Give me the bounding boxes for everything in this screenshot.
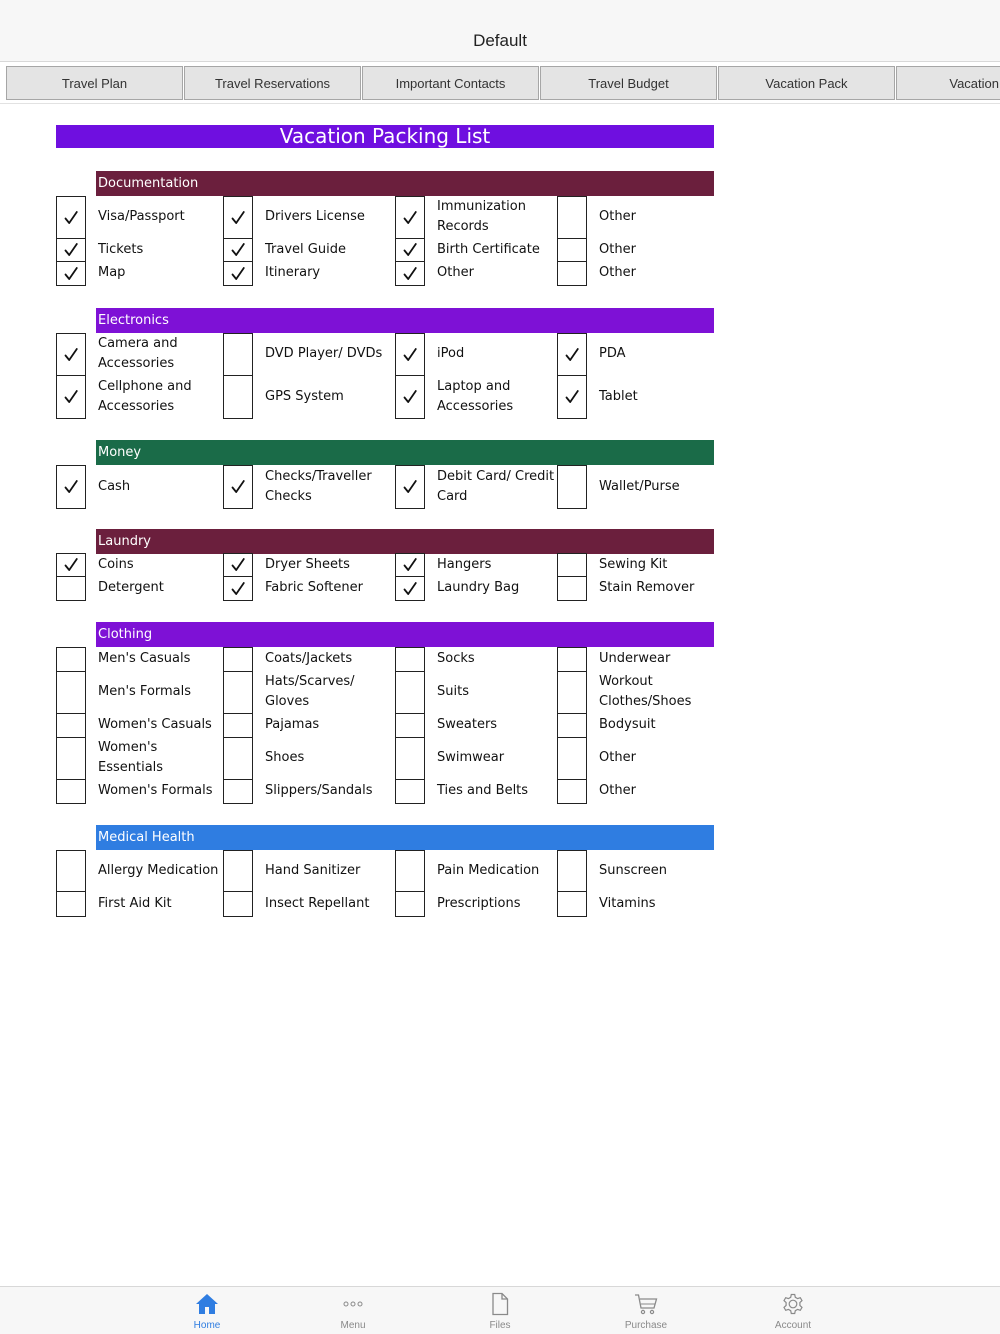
item-label-cellphone-and-accessories: Cellphone and Accessories [98, 378, 192, 414]
checkbox-bodysuit[interactable] [557, 713, 587, 738]
checkbox-sweaters[interactable] [395, 713, 425, 738]
checkbox-underwear[interactable] [557, 647, 587, 672]
checkbox-sunscreen[interactable] [557, 850, 587, 892]
checkbox-shoes[interactable] [223, 737, 253, 780]
item-label-women-s-essentials: Women's Essentials [98, 740, 164, 775]
item-label-travel-guide: Travel Guide [265, 241, 346, 257]
bottom-tab-label: Home [193, 1320, 221, 1331]
item-label-shoes: Shoes [265, 750, 305, 765]
checkbox-suits[interactable] [395, 671, 425, 714]
item-label-women-s-casuals: Women's Casuals [98, 717, 212, 732]
more-icon [341, 1292, 365, 1316]
item-label-coats-jackets: Coats/Jackets [265, 651, 353, 666]
item-label-sweaters: Sweaters [437, 717, 498, 732]
item-label-men-s-casuals: Men's Casuals [98, 651, 191, 666]
checkmark-icon [230, 210, 246, 226]
item-label-pajamas: Pajamas [265, 717, 320, 732]
item-label-insect-repellant: Insect Repellant [265, 895, 370, 911]
checkbox-map[interactable] [56, 261, 86, 286]
checkbox-slippers-sandals[interactable] [223, 779, 253, 804]
section-header-laundry: Laundry [96, 529, 714, 554]
checkbox-immunization-records[interactable] [395, 196, 425, 239]
home-icon [195, 1292, 219, 1316]
checkbox-women-s-formals[interactable] [56, 779, 86, 804]
item-label-debit-card-credit-card: Debit Card/ Credit Card [437, 468, 555, 504]
item-label-other: Other [599, 209, 636, 224]
item-label-sewing-kit: Sewing Kit [599, 556, 668, 572]
checkmark-icon [564, 389, 580, 405]
item-label-wallet-purse: Wallet/Purse [599, 478, 680, 494]
checkmark-icon [402, 266, 418, 282]
checkmark-icon [564, 347, 580, 363]
checkbox-gps-system[interactable] [223, 375, 253, 419]
checkmark-icon [63, 479, 79, 495]
checkmark-icon [63, 210, 79, 226]
item-label-workout-clothes-shoes: Workout Clothes/Shoes [599, 674, 692, 709]
checkbox-women-s-essentials[interactable] [56, 737, 86, 780]
item-label-bodysuit: Bodysuit [599, 717, 656, 732]
item-label-gps-system: GPS System [265, 388, 344, 404]
checkmark-icon [230, 479, 246, 495]
item-label-ipod: iPod [437, 346, 465, 361]
item-label-ties-and-belts: Ties and Belts [437, 783, 529, 798]
item-label-fabric-softener: Fabric Softener [265, 580, 363, 595]
checkbox-laundry-bag[interactable] [395, 576, 425, 601]
checkmark-icon [402, 347, 418, 363]
item-label-other: Other [599, 265, 636, 280]
item-label-tablet: Tablet [599, 388, 638, 404]
checkmark-icon [402, 210, 418, 226]
checkmark-icon [402, 479, 418, 495]
bottom-tab-purchase[interactable] [586, 1287, 706, 1334]
item-label-detergent: Detergent [98, 580, 164, 595]
tab-strip [0, 62, 1000, 104]
checkbox-hand-sanitizer[interactable] [223, 850, 253, 892]
checkbox-itinerary[interactable] [223, 261, 253, 286]
bottom-tab-label: Menu [340, 1320, 366, 1331]
checkbox-swimwear[interactable] [395, 737, 425, 780]
tab-important-contacts[interactable]: Important Contacts [362, 66, 539, 100]
item-label-swimwear: Swimwear [437, 750, 505, 765]
item-label-other: Other [599, 783, 636, 798]
document-title: Vacation Packing List [56, 125, 714, 148]
item-label-stain-remover: Stain Remover [599, 580, 695, 595]
checkbox-stain-remover[interactable] [557, 576, 587, 601]
checkbox-wallet-purse[interactable] [557, 465, 587, 509]
checkbox-sewing-kit[interactable] [557, 553, 587, 577]
checkbox-tickets[interactable] [56, 238, 86, 262]
checkbox-men-s-formals[interactable] [56, 671, 86, 714]
item-label-men-s-formals: Men's Formals [98, 684, 192, 699]
nav-bar [0, 0, 1000, 62]
checkmark-icon [63, 347, 79, 363]
checkbox-women-s-casuals[interactable] [56, 713, 86, 738]
checkbox-pain-medication[interactable] [395, 850, 425, 892]
item-label-immunization-records: Immunization Records [437, 199, 526, 234]
item-label-cash: Cash [98, 478, 131, 494]
section-header-medical-health: Medical Health [96, 825, 714, 850]
checkbox-visa-passport[interactable] [56, 196, 86, 239]
item-label-first-aid-kit: First Aid Kit [98, 895, 172, 911]
item-label-suits: Suits [437, 684, 469, 699]
checkmark-icon [230, 557, 246, 573]
page-title: Default [473, 31, 527, 50]
checkbox-cash[interactable] [56, 465, 86, 509]
item-label-hand-sanitizer: Hand Sanitizer [265, 862, 361, 878]
checkbox-cellphone-and-accessories[interactable] [56, 375, 86, 419]
checkmark-icon [230, 266, 246, 282]
packing-list-document [0, 104, 1000, 1286]
checkbox-birth-certificate[interactable] [395, 238, 425, 262]
tab-travel-budget[interactable]: Travel Budget [540, 66, 717, 100]
checkmark-icon [230, 581, 246, 597]
cart-icon [634, 1292, 658, 1316]
item-label-camera-and-accessories: Camera and Accessories [98, 336, 178, 371]
item-label-slippers-sandals: Slippers/Sandals [265, 783, 373, 798]
item-label-pain-medication: Pain Medication [437, 862, 540, 878]
tab-vacation-pack[interactable]: Vacation Pack [718, 66, 895, 100]
item-label-map: Map [98, 265, 126, 280]
item-label-vitamins: Vitamins [599, 895, 656, 911]
section-header-documentation: Documentation [96, 171, 714, 196]
checkbox-workout-clothes-shoes[interactable] [557, 671, 587, 714]
checkbox-hangers[interactable] [395, 553, 425, 577]
checkbox-pda[interactable] [557, 333, 587, 376]
item-label-pda: PDA [599, 346, 626, 361]
item-label-visa-passport: Visa/Passport [98, 209, 185, 224]
item-label-hats-scarves-gloves: Hats/Scarves/ Gloves [265, 674, 355, 709]
item-label-sunscreen: Sunscreen [599, 862, 667, 878]
checkbox-hats-scarves-gloves[interactable] [223, 671, 253, 714]
checkbox-laptop-and-accessories[interactable] [395, 375, 425, 419]
bottom-tab-menu[interactable] [293, 1287, 413, 1334]
item-label-laptop-and-accessories: Laptop and Accessories [437, 378, 514, 414]
checkbox-coats-jackets[interactable] [223, 647, 253, 672]
checkbox-insect-repellant[interactable] [223, 891, 253, 917]
item-label-hangers: Hangers [437, 556, 492, 572]
tab-travel-plan[interactable]: Travel Plan [6, 66, 183, 100]
checkbox-fabric-softener[interactable] [223, 576, 253, 601]
checkbox-other[interactable] [395, 261, 425, 286]
item-label-itinerary: Itinerary [265, 265, 321, 280]
tab-vacation[interactable]: Vacation [896, 66, 1000, 100]
checkmark-icon [230, 242, 246, 258]
item-label-women-s-formals: Women's Formals [98, 783, 213, 798]
checkmark-icon [402, 389, 418, 405]
bottom-tab-label: Account [774, 1320, 812, 1331]
checkbox-other[interactable] [557, 737, 587, 780]
checkbox-vitamins[interactable] [557, 891, 587, 917]
bottom-tab-home[interactable] [147, 1287, 267, 1334]
item-label-checks-traveller-checks: Checks/Traveller Checks [265, 468, 372, 504]
checkbox-ipod[interactable] [395, 333, 425, 376]
bottom-tab-bar [0, 1286, 1000, 1334]
item-label-prescriptions: Prescriptions [437, 895, 521, 911]
item-label-other: Other [437, 265, 474, 280]
bottom-tab-files[interactable] [440, 1287, 560, 1334]
item-label-coins: Coins [98, 556, 134, 572]
checkbox-pajamas[interactable] [223, 713, 253, 738]
checkmark-icon [63, 557, 79, 573]
checkbox-checks-traveller-checks[interactable] [223, 465, 253, 509]
checkmark-icon [402, 242, 418, 258]
tab-travel-reservations[interactable]: Travel Reservations [184, 66, 361, 100]
checkbox-coins[interactable] [56, 553, 86, 577]
bottom-tab-account[interactable] [733, 1287, 853, 1334]
checkbox-travel-guide[interactable] [223, 238, 253, 262]
section-header-electronics: Electronics [96, 308, 714, 333]
checkbox-men-s-casuals[interactable] [56, 647, 86, 672]
checkmark-icon [402, 557, 418, 573]
checkbox-drivers-license[interactable] [223, 196, 253, 239]
item-label-laundry-bag: Laundry Bag [437, 580, 520, 595]
checkbox-socks[interactable] [395, 647, 425, 672]
checkbox-ties-and-belts[interactable] [395, 779, 425, 804]
checkbox-camera-and-accessories[interactable] [56, 333, 86, 376]
checkmark-icon [63, 389, 79, 405]
bottom-tab-label: Purchase [624, 1320, 668, 1331]
item-label-underwear: Underwear [599, 651, 671, 666]
checkbox-other[interactable] [557, 261, 587, 286]
checkbox-tablet[interactable] [557, 375, 587, 419]
item-label-other: Other [599, 241, 636, 257]
checkbox-other[interactable] [557, 779, 587, 804]
checkbox-detergent[interactable] [56, 576, 86, 601]
checkbox-other[interactable] [557, 196, 587, 239]
checkbox-dryer-sheets[interactable] [223, 553, 253, 577]
item-label-birth-certificate: Birth Certificate [437, 241, 540, 257]
checkbox-dvd-player-dvds[interactable] [223, 333, 253, 376]
item-label-tickets: Tickets [98, 241, 144, 257]
checkbox-debit-card-credit-card[interactable] [395, 465, 425, 509]
checkbox-first-aid-kit[interactable] [56, 891, 86, 917]
checkbox-allergy-medication[interactable] [56, 850, 86, 892]
checkbox-prescriptions[interactable] [395, 891, 425, 917]
section-header-money: Money [96, 440, 714, 465]
bottom-tab-label: Files [489, 1320, 511, 1331]
item-label-dvd-player-dvds: DVD Player/ DVDs [265, 346, 383, 361]
item-label-drivers-license: Drivers License [265, 209, 365, 224]
item-label-allergy-medication: Allergy Medication [98, 862, 219, 878]
gear-icon [781, 1292, 805, 1316]
checkmark-icon [402, 581, 418, 597]
checkbox-other[interactable] [557, 238, 587, 262]
item-label-socks: Socks [437, 651, 475, 666]
file-icon [488, 1292, 512, 1316]
item-label-other: Other [599, 750, 636, 765]
checkmark-icon [63, 242, 79, 258]
section-header-clothing: Clothing [96, 622, 714, 647]
item-label-dryer-sheets: Dryer Sheets [265, 556, 350, 572]
checkmark-icon [63, 266, 79, 282]
